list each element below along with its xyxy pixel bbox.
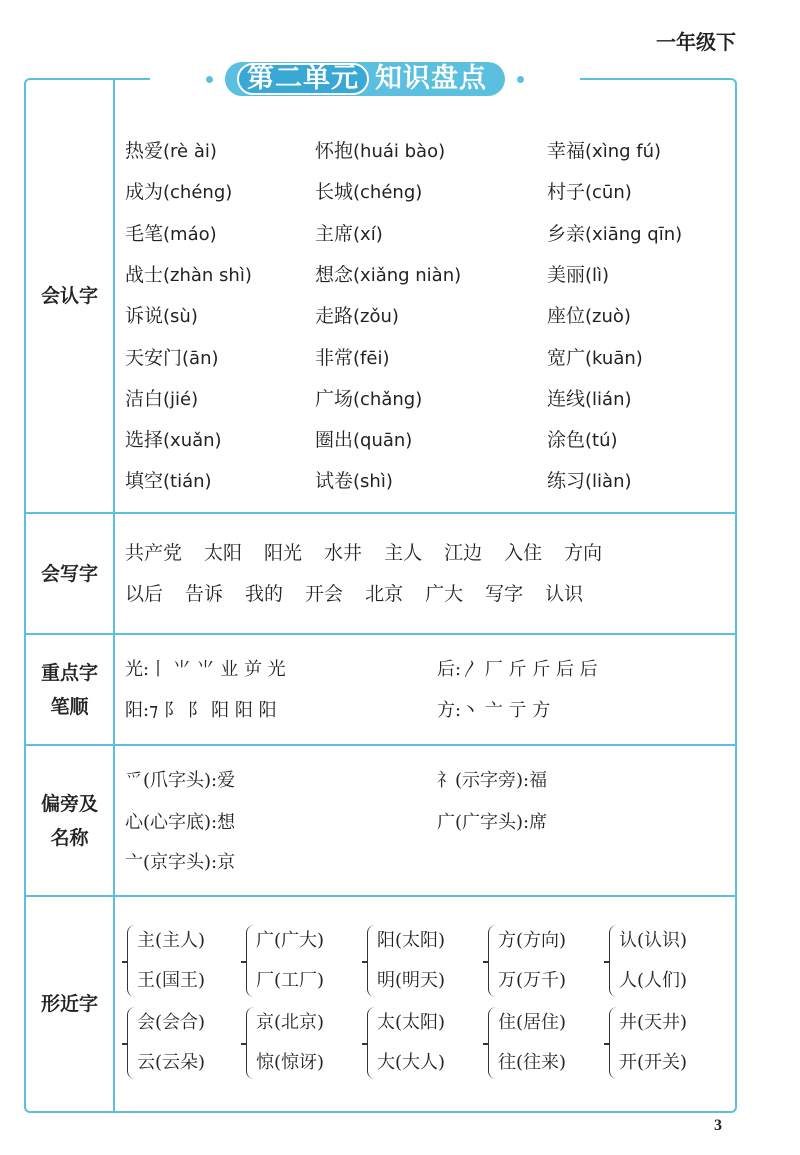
similar-word: 广(广大) <box>256 930 325 951</box>
pinyin: (cūn) <box>585 182 632 204</box>
hanzi: 长城 <box>315 181 354 204</box>
similar-word: 开(开关) <box>619 1052 688 1073</box>
hanzi: 天安门 <box>125 346 183 369</box>
radical-item: 心(心字底):想 <box>125 812 236 833</box>
section-strokes <box>26 635 735 746</box>
hanzi: 试卷 <box>315 470 354 493</box>
section-label: 形近字 <box>26 897 115 1111</box>
recognize-word <box>315 466 393 493</box>
similar-word: 人(人们) <box>619 970 688 991</box>
brace-icon <box>488 1007 497 1079</box>
recognize-word <box>125 466 212 493</box>
hanzi: 座位 <box>547 305 586 328</box>
write-line <box>125 579 605 606</box>
similar-pair <box>609 921 687 1001</box>
pinyin: (ān) <box>182 347 219 369</box>
recognize-word <box>125 136 217 163</box>
similar-word: 阳(太阳) <box>377 930 446 951</box>
hanzi: 热爱 <box>125 140 164 162</box>
pinyin: (tú) <box>585 430 618 452</box>
similar-pair <box>246 921 324 1001</box>
hanzi: 非常 <box>315 346 354 369</box>
recognize-word <box>315 343 389 370</box>
pinyin: (huái bào) <box>353 141 446 162</box>
write-word: 北京 <box>365 583 404 605</box>
hanzi: 主席 <box>315 222 354 245</box>
brace-icon <box>367 925 376 997</box>
pinyin: (tián) <box>163 471 212 493</box>
stroke-order-item: 方:丶 亠 亍 方 <box>437 700 551 721</box>
similar-word: 太(太阳) <box>377 1012 446 1033</box>
write-word: 开会 <box>305 583 344 605</box>
label-line: 重点字 <box>40 661 98 684</box>
pinyin: (zǒu) <box>353 306 399 328</box>
title-unit: 第二单元 <box>237 63 369 95</box>
similar-pair <box>488 921 566 1001</box>
hanzi: 村子 <box>547 181 586 204</box>
pinyin: (xí) <box>353 223 383 245</box>
brace-icon <box>127 1007 136 1079</box>
write-word: 江边 <box>444 542 483 564</box>
brace-icon <box>246 925 255 997</box>
recognize-word <box>125 219 217 246</box>
pinyin: (shì) <box>353 471 393 493</box>
grade-label: 一年级下 <box>656 30 736 54</box>
similar-pair <box>127 1003 205 1083</box>
recognize-word <box>547 301 631 328</box>
hanzi: 宽广 <box>547 346 586 369</box>
similar-word: 井(天井) <box>619 1012 688 1033</box>
stroke-order-item: 阳:⁊ 阝 阝 阳 阳 阳 <box>125 700 277 721</box>
recognize-word <box>547 136 661 163</box>
write-line <box>125 538 624 565</box>
pinyin: (liàn) <box>585 471 632 493</box>
radical-item: 广(广字头):席 <box>437 812 548 833</box>
section-recognize <box>26 80 735 514</box>
recognize-word <box>125 301 198 328</box>
hanzi: 填空 <box>125 470 164 493</box>
similar-word: 住(居住) <box>498 1012 567 1033</box>
write-word: 以后 <box>125 583 164 605</box>
pinyin: (xiǎng niàn) <box>353 264 462 286</box>
recognize-word <box>547 260 609 287</box>
label-line: 名称 <box>50 826 89 849</box>
brace-icon <box>609 925 618 997</box>
similar-word: 惊(惊讶) <box>256 1052 325 1073</box>
section-radicals <box>26 746 735 897</box>
title-topic: 知识盘点 <box>375 63 487 94</box>
write-word: 我的 <box>245 583 284 605</box>
section-label <box>26 635 115 744</box>
brace-icon <box>488 925 497 997</box>
label-line: 偏旁及 <box>40 792 98 815</box>
write-word: 写字 <box>485 583 524 605</box>
hanzi: 连线 <box>547 387 586 410</box>
recognize-word <box>547 177 632 204</box>
write-word: 广大 <box>425 583 464 605</box>
write-word: 主人 <box>384 542 423 564</box>
hanzi: 乡亲 <box>547 222 586 245</box>
similar-pair <box>609 1003 687 1083</box>
pinyin: (xiāng qīn) <box>585 223 683 245</box>
similar-word: 云(云朵) <box>137 1052 206 1073</box>
hanzi: 成为 <box>125 181 164 204</box>
pinyin: (quān) <box>353 430 413 452</box>
recognize-word <box>315 260 461 287</box>
pinyin: (xìng fú) <box>585 141 662 162</box>
radicals-content <box>115 746 735 895</box>
similar-pair <box>246 1003 324 1083</box>
hanzi: 选择 <box>125 429 164 452</box>
pinyin: (zuò) <box>585 306 631 328</box>
similar-content <box>115 897 735 1111</box>
recognize-word <box>125 260 252 287</box>
recognize-content <box>115 80 735 512</box>
write-word: 告诉 <box>185 583 224 605</box>
recognize-word <box>125 425 222 452</box>
write-word: 太阳 <box>204 542 243 564</box>
stroke-order-item: 光:丨 ⺌ ⺌ 业 屰 光 <box>125 659 286 680</box>
hanzi: 练习 <box>547 470 586 493</box>
pinyin: (xuǎn) <box>163 430 222 452</box>
pinyin: (zhàn shì) <box>163 264 252 286</box>
similar-word: 明(明天) <box>377 970 446 991</box>
pinyin: (rè ài) <box>163 141 217 162</box>
pinyin: (máo) <box>163 223 217 245</box>
section-similar <box>26 897 735 1111</box>
similar-word: 大(大人) <box>377 1052 446 1073</box>
recognize-word <box>547 425 618 452</box>
recognize-word <box>315 219 383 246</box>
recognize-word <box>547 219 682 246</box>
strokes-content <box>115 635 735 744</box>
section-write <box>26 514 735 635</box>
write-word: 认识 <box>545 583 584 605</box>
recognize-word <box>315 384 422 411</box>
recognize-word <box>125 343 219 370</box>
write-content <box>115 514 735 633</box>
recognize-word <box>125 384 198 411</box>
pinyin: (lián) <box>585 388 632 410</box>
similar-word: 王(国王) <box>137 970 206 991</box>
radical-item: 亠(京字头):京 <box>125 852 236 873</box>
pinyin: (lì) <box>585 264 610 286</box>
brace-icon <box>609 1007 618 1079</box>
section-label: 会认字 <box>26 80 115 512</box>
label-line: 笔顺 <box>50 695 89 718</box>
pinyin: (chéng) <box>353 182 423 204</box>
pinyin: (sù) <box>163 306 198 328</box>
recognize-word <box>315 177 422 204</box>
write-word: 共产党 <box>125 542 183 564</box>
recognize-word <box>315 425 412 452</box>
pinyin: (jié) <box>163 388 199 410</box>
recognize-word <box>547 466 632 493</box>
recognize-word <box>315 301 399 328</box>
stroke-order-item: 后:〳 厂 斤 斤 后 后 <box>437 659 598 680</box>
brace-icon <box>246 1007 255 1079</box>
similar-word: 会(会合) <box>137 1012 206 1033</box>
recognize-word <box>547 343 643 370</box>
hanzi: 美丽 <box>547 263 586 286</box>
hanzi: 毛笔 <box>125 222 164 245</box>
write-word: 水井 <box>324 542 363 564</box>
write-word: 入住 <box>504 542 543 564</box>
similar-pair <box>127 921 205 1001</box>
similar-word: 万(万千) <box>498 970 567 991</box>
hanzi: 幸福 <box>547 140 586 162</box>
hanzi: 涂色 <box>547 429 586 452</box>
brace-icon <box>127 925 136 997</box>
brace-icon <box>367 1007 376 1079</box>
section-label <box>26 746 115 895</box>
hanzi: 怀抱 <box>315 140 354 162</box>
similar-pair <box>367 921 445 1001</box>
hanzi: 诉说 <box>125 305 164 328</box>
hanzi: 洁白 <box>125 387 164 410</box>
pinyin: (fēi) <box>353 347 390 369</box>
radical-item: 爫(爪字头):爱 <box>125 770 236 791</box>
section-label: 会写字 <box>26 514 115 633</box>
page-number: 3 <box>714 1117 722 1134</box>
hanzi: 广场 <box>315 387 354 410</box>
similar-word: 京(北京) <box>256 1012 325 1033</box>
similar-word: 方(方向) <box>498 930 567 951</box>
similar-word: 认(认识) <box>619 930 688 951</box>
recognize-word <box>315 136 445 163</box>
pinyin: (chǎng) <box>353 388 423 410</box>
hanzi: 圈出 <box>315 429 354 452</box>
radical-item: 礻(示字旁):福 <box>437 770 548 791</box>
similar-word: 往(往来) <box>498 1052 567 1073</box>
similar-pair <box>488 1003 566 1083</box>
similar-pair <box>367 1003 445 1083</box>
similar-word: 主(主人) <box>137 930 206 951</box>
hanzi: 想念 <box>315 263 354 286</box>
recognize-word <box>547 384 632 411</box>
write-word: 方向 <box>564 542 603 564</box>
similar-word: 厂(工厂) <box>256 970 325 991</box>
pinyin: (chéng) <box>163 182 233 204</box>
write-word: 阳光 <box>264 542 303 564</box>
recognize-word <box>125 177 232 204</box>
hanzi: 战士 <box>125 263 164 286</box>
hanzi: 走路 <box>315 305 354 328</box>
pinyin: (kuān) <box>585 347 643 369</box>
